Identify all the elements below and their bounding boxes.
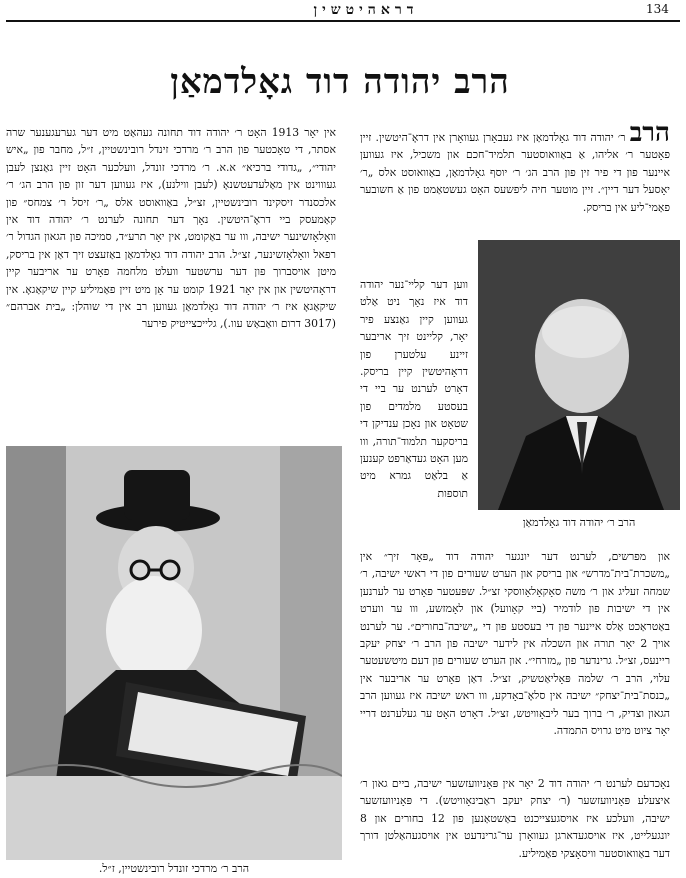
right-column-bottom: און מפרשים, לערנט דער יונגער יהודה דוד „פּאָר זיך״ אין „משכרת־בית־מדרש״ און בריסק און הערט שעורים פון די ראשי ישיבה, ר׳ שמחה זעליג און ר׳ משה סאָקאָלאָווסקי זצ״ל. שפּעטער פאָרט ער לערנען אין די ישיבות פון לודמיר (ביי קאָוועל) און לאָמזשע, ווו ער ווערט באַטראַכט אַלס איינער פון די בעסטע פון די „ישיבה־בחורים״. ער לערנט אויך 2 יאָר תורה און השכלה אין לידער ישיבה פון הרב ר׳ יצחק יעקב ריינעס, זצ״ל. גרינדער פון „מזרחי״. און הערט שעורים פון דעם מיטשעטער עלוי, הרב ר׳ שלמה פּאָליאַטשיק, זצ״ל. דאַן פאָרט ער אריבער אין „כנסת־בית־יצחק״ ישיבה אין סלאָ־באָדקע, ווו ראש ישיבה איז געווען הרב הגאון וצדיק, ר׳ ברוך בער ליבאָוויטש, זצ״ל. דאָרט האָט ער געלערנט דריי יאָר ציוט מיט גרויס התמדה. <box>360 550 670 738</box>
page-number: 134 <box>646 2 669 16</box>
right-column-top <box>360 118 670 223</box>
photo-rabbi-rubinstein <box>6 446 342 860</box>
dropcap: הרב <box>629 118 670 148</box>
article-title: הרב יהודה דוד גאָלדמאַן <box>170 62 510 102</box>
rubinstein-photo-caption: הרב ר׳ מרדכי זונדל רובינשטיין, ז״ל. <box>98 862 250 875</box>
left-column-top: אין יאָר 1913 האָט ר׳ יהודה דוד תחונה געהאַט מיט דער גערעגענער שרה אסתר, די טאָכטער פון הרב ר׳ מרדכי זינדל רובינשטיין, ז״ל, מחבר פון „איש יהודי״, „גדודי ברכיא״ א.א. ר׳ מרדכי זונדל, וועלכער האָט זיין גאַנצן לעבן געוווינט אין מאַלעדעטשנאָ (לעבן ווילנע), איז געווען דער זון פון הרב הג׳ ר׳ אלכסנדר זיסקינד רובינשטיין, זצ״ל, באַוואוסט אלס „ר׳ זיסל ר׳ צמחס״ פון קאַמעסק ביי דראָ־היטשין. נאָך דער תחונה לערנט ר׳ יהודה דוד אין וואָלאָזשינער ישיבה, ווו ער באַקומט, אין יאָר תרע״ד, סמיכה פון הגאון הגדול ר׳ רפאל וואָלאָזשינער, זצ״ל. הרב יהודה דוד גאָלדמאַן באַזעצט זיך דאַן אין בריסק, מיטן אויסברוך פון דער ערשטער וועלט מלחמה פאָרט ער אריבער קיין דראָהיטשין און אין יאָר 1921 קומט ער אָן מיט זיין פאַמיליע קיין שיקאַגאָ. אין שיקאַגאָ איז ר׳ יהודה דוד גאָלדמאַן געווען רב אין די שוהלן: „בית אברהם״ (3017 דרום וואַבאַש עוו.), גלייכצייטיק פירער <box>6 126 337 331</box>
right-column-narrow: ווען דער קליי־נער יהודה דוד איז נאָך ניט אַלט געווען קיין גאַנצע פיר יאָר, קליינט זיך אריבער זיינע עלטערן פון דראָהיטשין קיין בריסק. דאָרט לערנט ער ביי די בעסטע מלמדים פון שטאָט און נאָכן ענדיקן די בריסקער תלמוד־תורה, ווו מען האָט געדאַרפט קענען אַ בלאַט גמרא מיט תוספות <box>360 278 468 500</box>
right-column-top-text: ר׳ יהודה דוד גאָלדמאַן איז געבאָרן געוואָרן אין דראָ־היטשין. זיין פאָטער ר׳ אליהו, אַ באַוואוסטער תלמיד־חכם און משכיל, איז געווען איינער פון די פיר זין פון הרב הג׳ ר׳ יוסף גאָלדמאַן, באַוואוסט אלס „ר׳ יאָסעל דער דיין״. זיין מוטער חיה ליפשעס האָט געשטאַמט פון אַ חשובער פאַמי־ליע אין בריסק. <box>360 131 670 214</box>
running-title: דראהיטשין <box>313 2 419 18</box>
photo-rabbi-goldman <box>478 240 680 510</box>
goldman-photo-caption: הרב ר׳ יהודה דוד גאָלדמאַן <box>522 516 636 529</box>
page-header <box>6 0 680 22</box>
right-column-bottom-2: נאָכדעם לערנט ר׳ יהודה דוד 2 יאָר אין פּאָניוועזשער ישיבה, ביים גאון ר׳ איצעלע פּאָניוועזשער (ר׳ יצחק יעקב ראַבינאָוויטש). די פּאָניוועזשער ישיבה, וועלכע איז אויסגעצייכנט באַשטאַנען פון 12 בחורים און 8 יונגעלייט, איז אויסגעדארגן געוואָרן ער־גרינדעט אין אויסגעהאַלטן דורך דער באַוואוסטער וויסאָצקי פאַמיליע. <box>360 777 670 860</box>
